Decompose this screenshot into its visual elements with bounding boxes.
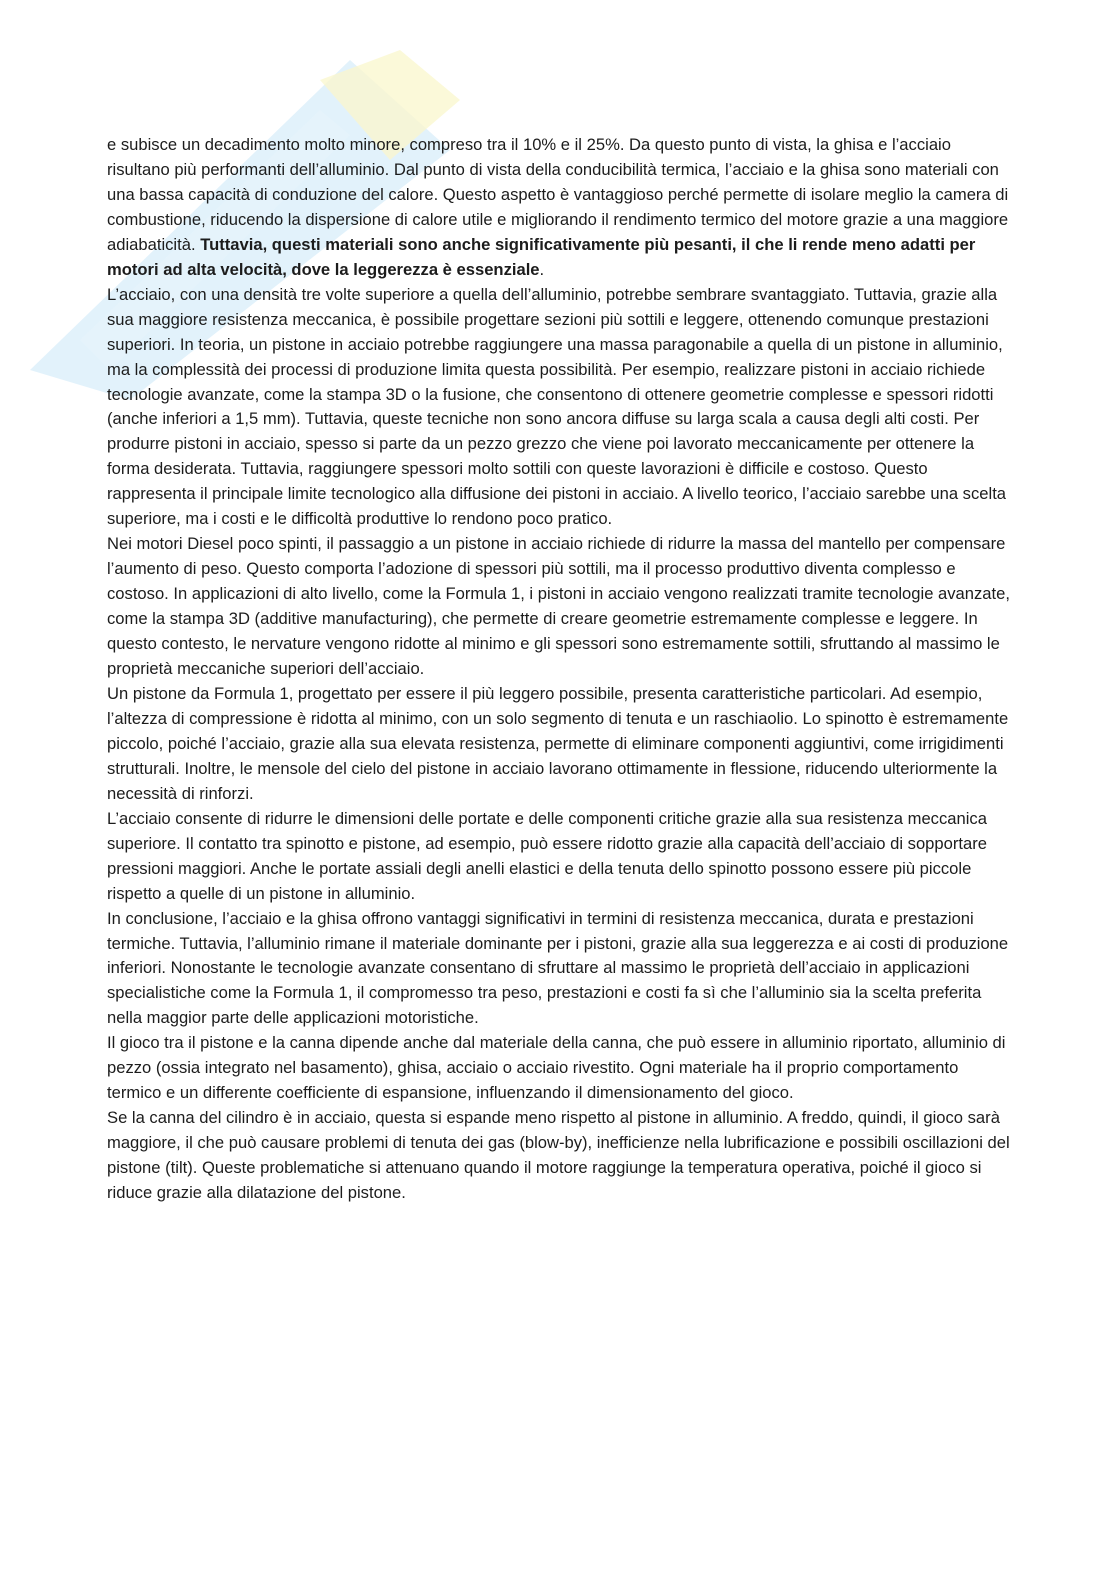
paragraph-5: L’acciaio consente di ridurre le dimensioni delle portate e delle componenti critiche grazie alla sua resistenza meccanica superiore. Il contatto tra spinotto e pistone, ad esempio, può essere ridotto grazie alla capacità dell’acciaio di sopportare pressioni maggiori. Anche le portate assiali degli anelli elastici e della tenuta dello spinotto possono essere più piccole rispetto a quelle di un pistone in alluminio.	[107, 808, 987, 903]
paragraph-6: In conclusione, l’acciaio e la ghisa offrono vantaggi significativi in termini di resistenza meccanica, durata e prestazioni termiche. Tuttavia, l’alluminio rimane il materiale dominante per i pistoni, grazie alla sua leggerezza e ai costi di produzione inferiori. Nonostante le tecnologie avanzate consentano di sfruttare al massimo le proprietà dell’acciaio in applicazioni specialistiche come la Formula 1, il compromesso tra peso, prestazioni e costi fa sì che l’alluminio sia la scelta preferita nella maggior parte delle applicazioni motoristiche.	[107, 908, 1009, 1028]
paragraph-1	[107, 133, 1012, 283]
document-body	[107, 133, 1012, 1206]
paragraph-3: Nei motori Diesel poco spinti, il passaggio a un pistone in acciaio richiede di ridurre la massa del mantello per compensare l’aumento di peso. Questo comporta l’adozione di spessori più sottili, ma il processo produttivo diventa complesso e costoso. In applicazioni di alto livello, come la Formula 1, i pistoni in acciaio vengono realizzati tramite tecnologie avanzate, come la stampa 3D (additive manufacturing), che permette di creare geometrie estremamente complesse e leggere. In questo contesto, le nervature vengono ridotte al minimo e gli spessori sono estremamente sottili, sfruttando al massimo le proprietà meccaniche superiori dell’acciaio.	[107, 534, 1010, 679]
paragraph-1-text: e subisce un decadimento molto minore, compreso tra il 10% e il 25%. Da questo punto di vista, la ghisa e l’acciaio risultano più performanti dell’alluminio. Dal punto di vista della conducibilità termica, l’acciaio e la ghisa sono materiali con una bassa capacità di conduzione del calore. Questo aspetto è vantaggioso perché permette di isolare meglio la camera di combustione, riducendo la dispersione di calore utile e migliorando il rendimento termico del motore grazie a una maggiore adiabaticità.	[107, 135, 1009, 254]
paragraph-2: L’acciaio, con una densità tre volte superiore a quella dell’alluminio, potrebbe sembrare svantaggiato. Tuttavia, grazie alla sua maggiore resistenza meccanica, è possibile progettare sezioni più sottili e leggere, ottenendo comunque prestazioni superiori. In teoria, un pistone in acciaio potrebbe raggiungere una massa paragonabile a quella di un pistone in alluminio, ma la complessità dei processi di produzione limita questa possibilità. Per esempio, realizzare pistoni in acciaio richiede tecnologie avanzate, come la stampa 3D o la fusione, che consentono di ottenere geometrie complesse e spessori ridotti (anche inferiori a 1,5 mm). Tuttavia, queste tecniche non sono ancora diffuse su larga scala a causa degli alti costi. Per produrre pistoni in acciaio, spesso si parte da un pezzo grezzo che viene poi lavorato meccanicamente per ottenere la forma desiderata. Tuttavia, raggiungere spessori molto sottili con queste lavorazioni è difficile e costoso. Questo rappresenta il principale limite tecnologico alla diffusione dei pistoni in acciaio. A livello teorico, l’acciaio sarebbe una scelta superiore, ma i costi e le difficoltà produttive lo rendono poco pratico.	[107, 284, 1007, 529]
paragraph-7: Il gioco tra il pistone e la canna dipende anche dal materiale della canna, che può essere in alluminio riportato, alluminio di pezzo (ossia integrato nel basamento), ghisa, acciaio o acciaio rivestito. Ogni materiale ha il proprio comportamento termico e un differente coefficiente di espansione, influenzando il dimensionamento del gioco.	[107, 1033, 1006, 1103]
paragraph-4: Un pistone da Formula 1, progettato per essere il più leggero possibile, presenta caratteristiche particolari. Ad esempio, l’altezza di compressione è ridotta al minimo, con un solo segmento di tenuta e un raschiaolio. Lo spinotto è estremamente piccolo, poiché l’acciaio, grazie alla sua elevata resistenza, permette di eliminare componenti aggiuntivi, come irrigidimenti strutturali. Inoltre, le mensole del cielo del pistone in acciaio lavorano ottimamente in flessione, riducendo ulteriormente la necessità di rinforzi.	[107, 683, 1009, 803]
paragraph-1-bold-tail: .	[539, 259, 545, 279]
paragraph-8: Se la canna del cilindro è in acciaio, questa si espande meno rispetto al pistone in alluminio. A freddo, quindi, il gioco sarà maggiore, il che può causare problemi di tenuta dei gas (blow-by), inefficienze nella lubrificazione e possibili oscillazioni del pistone (tilt). Queste problematiche si attenuano quando il motore raggiunge la temperatura operativa, poiché il gioco si riduce grazie alla dilatazione del pistone.	[107, 1108, 1010, 1203]
paragraph-1-bold-text: Tuttavia, questi materiali sono anche significativamente più pesanti, il che li rende meno adatti per motori ad alta velocità, dove la leggerezza è essenziale	[107, 234, 976, 279]
